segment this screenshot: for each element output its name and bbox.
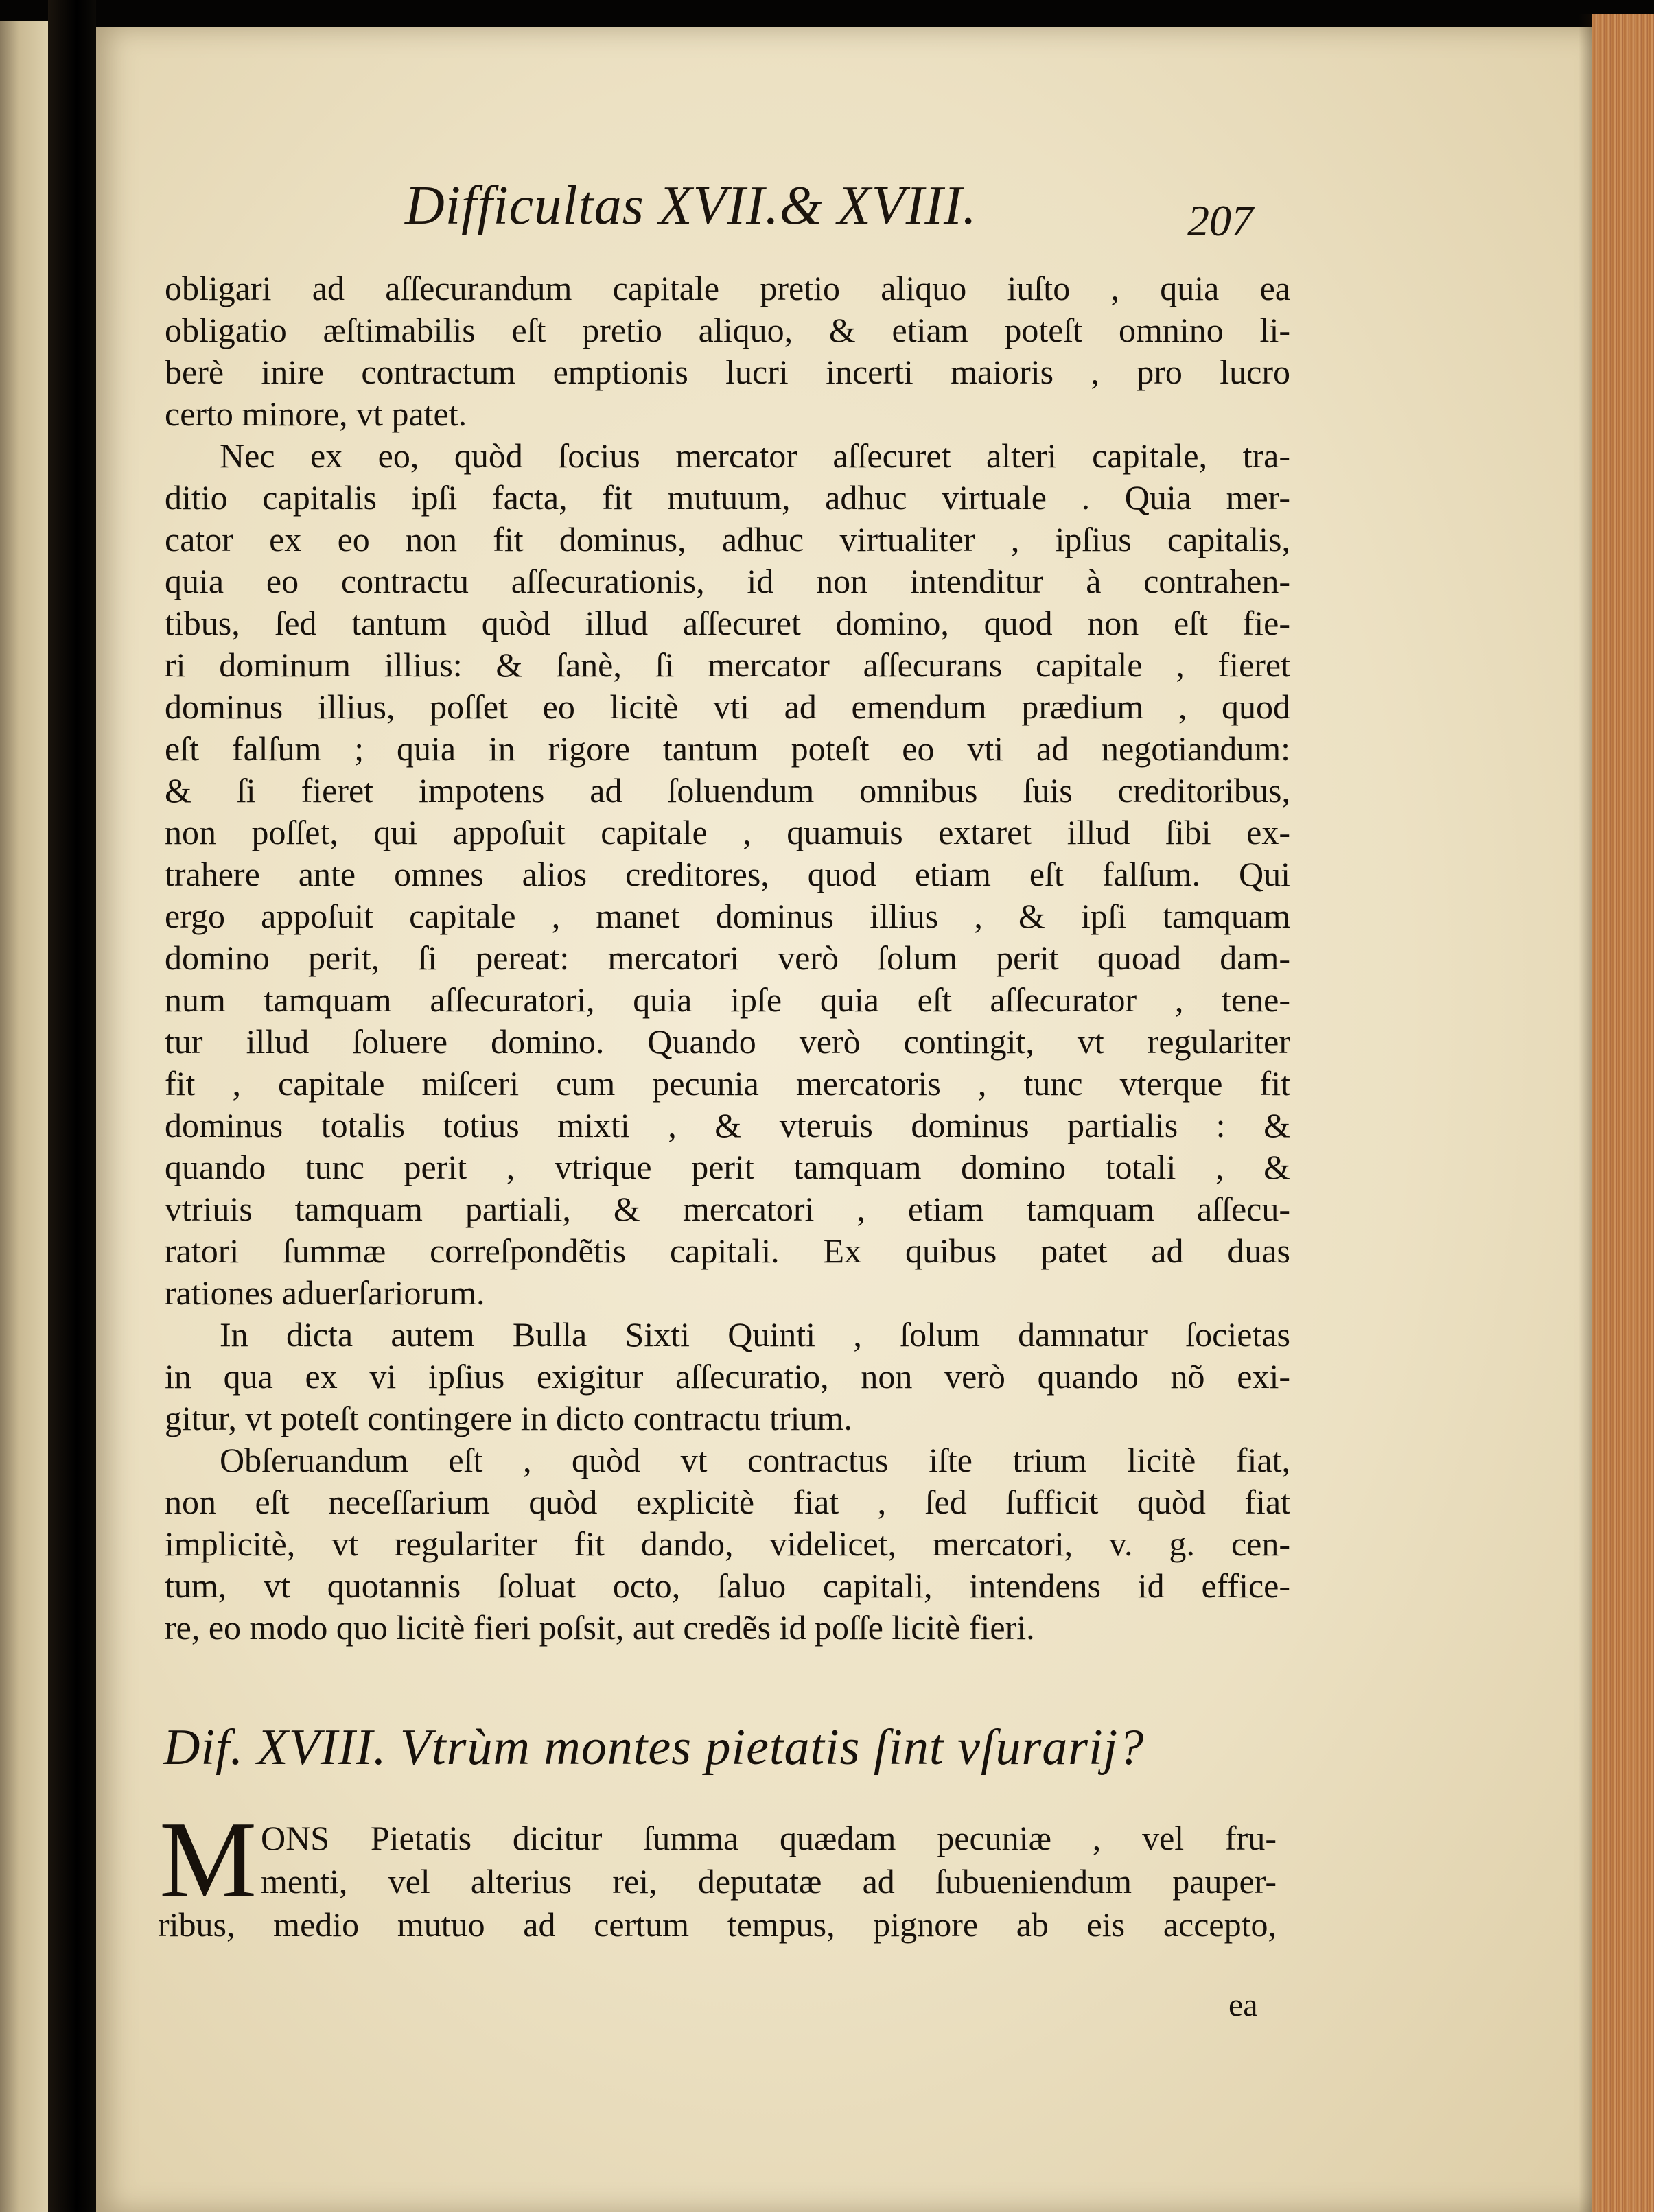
text-line: domino perit, ſi pereat: mercatori verò ſolum perit quoad dam- xyxy=(165,939,1290,977)
text-line: obligatio æſtimabilis eſt pretio aliquo, & etiam poteſt omnino li- xyxy=(165,311,1290,349)
text-line: Obſeruandum eſt , quòd vt contractus iſte trium licitè fiat, xyxy=(220,1441,1290,1479)
text-line: non poſſet, qui appoſuit capitale , quamuis extaret illud ſibi ex- xyxy=(165,813,1290,851)
text-line: ergo appoſuit capitale , manet dominus illius , & ipſi tamquam xyxy=(165,897,1290,935)
text-line: eſt falſum ; quia in rigore tantum poteſt eo vti ad negotiandum: xyxy=(165,729,1290,768)
text-line: num tamquam aſſecuratori, quia ipſe quia eſt aſſecurator , tene- xyxy=(165,980,1290,1019)
text-line: in qua ex vi ipſius exigitur aſſecuratio, non verò quando nõ exi- xyxy=(165,1357,1290,1396)
text-line: vtriuis tamquam partiali, & mercatori , etiam tamquam aſſecu- xyxy=(165,1190,1290,1228)
book-fore-edge xyxy=(1592,14,1654,2212)
drop-cap: M xyxy=(159,1798,257,1920)
text-line: obligari ad aſſecurandum capitale pretio aliquo iuſto , quia ea xyxy=(165,269,1290,307)
text-line: In dicta autem Bulla Sixti Quinti , ſolum damnatur ſocietas xyxy=(220,1315,1290,1354)
left-facing-page xyxy=(0,21,48,2212)
text-line: ditio capitalis ipſi facta, fit mutuum, adhuc virtuale . Quia mer- xyxy=(165,478,1290,517)
text-line: tur illud ſoluere domino. Quando verò contingit, vt regulariter xyxy=(165,1022,1290,1061)
text-line: fit , capitale miſceri cum pecunia mercatoris , tunc vterque fit xyxy=(165,1064,1290,1103)
text-line: ratori ſummæ correſpondẽtis capitali. Ex quibus patet ad duas xyxy=(165,1232,1290,1270)
text-line: certo minore, vt patet. xyxy=(165,395,467,433)
text-line: ONS Pietatis dicitur ſumma quædam pecuniæ , vel fru- xyxy=(261,1819,1277,1857)
body-text xyxy=(165,268,1290,1649)
text-line: re, eo modo quo licitè fieri poſsit, aut credẽs id poſſe licitè fieri. xyxy=(165,1608,1035,1647)
running-head: Difficultas XVII.& XVIII. xyxy=(405,176,977,236)
text-line: implicitè, vt regulariter fit dando, videlicet, mercatori, v. g. cen- xyxy=(165,1525,1290,1563)
text-line: non eſt neceſſarium quòd explicitè fiat , ſed ſufficit quòd fiat xyxy=(165,1483,1290,1521)
page-number: 207 xyxy=(1187,196,1253,245)
section-opening-text xyxy=(158,1817,1277,1946)
text-line: tum, vt quotannis ſoluat octo, ſaluo capitali, intendens id effice- xyxy=(165,1566,1290,1605)
text-line: Nec ex eo, quòd ſocius mercator aſſecuret alteri capitale, tra- xyxy=(220,436,1290,475)
text-line: tibus, ſed tantum quòd illud aſſecuret domino, quod non eſt fie- xyxy=(165,604,1290,642)
text-line: dominus totalis totius mixti , & vteruis dominus partialis : & xyxy=(165,1106,1290,1144)
text-line: ri dominum illius: & ſanè, ſi mercator aſſecurans capitale , fieret xyxy=(165,646,1290,684)
text-line: gitur, vt poteſt contingere in dicto contractu trium. xyxy=(165,1399,852,1437)
text-line: & ſi fieret impotens ad ſoluendum omnibus ſuis creditoribus, xyxy=(165,771,1290,810)
text-line: quia eo contractu aſſecurationis, id non intenditur à contrahen- xyxy=(165,562,1290,600)
text-line: berè inire contractum emptionis lucri incerti maioris , pro lucro xyxy=(165,353,1290,391)
text-line: ribus, medio mutuo ad certum tempus, pignore ab eis accepto, xyxy=(158,1905,1277,1944)
book-gutter xyxy=(48,0,96,2212)
section-heading: Dif. XVIII. Vtrùm montes pietatis ſint vſurarij? xyxy=(163,1719,1145,1776)
text-line: rationes aduerſariorum. xyxy=(165,1273,485,1312)
text-line: cator ex eo non fit dominus, adhuc virtualiter , ipſius capitalis, xyxy=(165,520,1290,558)
text-line: dominus illius, poſſet eo licitè vti ad emendum prædium , quod xyxy=(165,687,1290,726)
text-line: quando tunc perit , vtrique perit tamquam domino totali , & xyxy=(165,1148,1290,1186)
catchword: ea xyxy=(1228,1987,1258,2023)
text-line: menti, vel alterius rei, deputatæ ad ſubueniendum pauper- xyxy=(261,1862,1277,1901)
text-line: trahere ante omnes alios creditores, quod etiam eſt falſum. Qui xyxy=(165,855,1290,893)
